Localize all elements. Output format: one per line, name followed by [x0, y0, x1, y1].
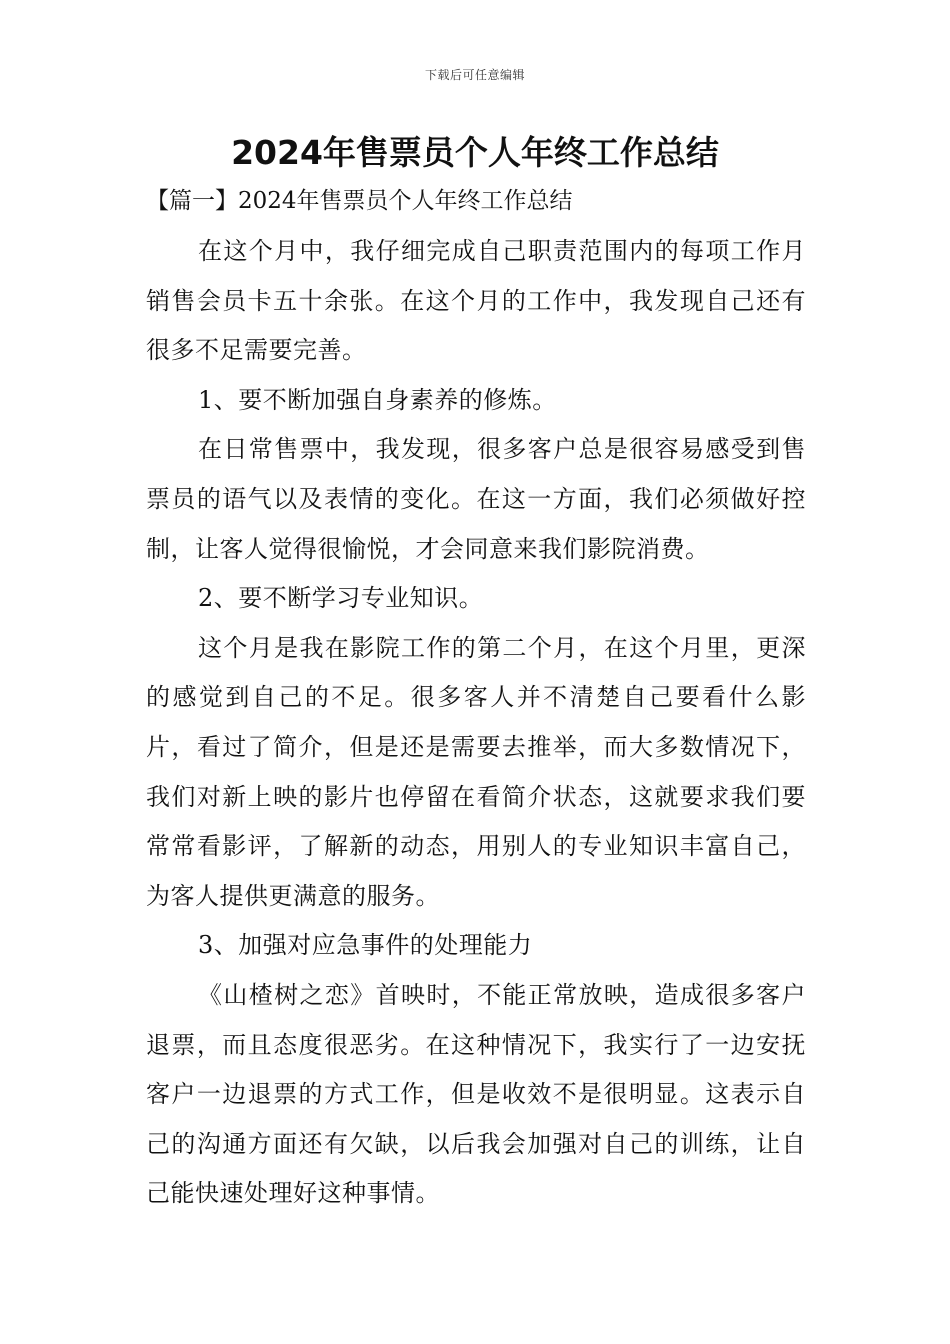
paragraph-intro: 在这个月中，我仔细完成自己职责范围内的每项工作月销售会员卡五十余张。在这个月的工作中，我发现自己还有很多不足需要完善。	[146, 237, 806, 365]
paragraph-point-1: 1、要不断加强自身素养的修炼。	[198, 385, 557, 414]
section-heading: 【篇一】2024年售票员个人年终工作总结	[146, 188, 573, 214]
paragraph-point-3: 3、加强对应急事件的处理能力	[198, 931, 533, 960]
paragraph-point-2: 2、要不断学习专业知识。	[198, 584, 484, 613]
header-note: 下载后可任意编辑	[424, 68, 525, 82]
paragraph-point-3-detail: 《山楂树之恋》首映时，不能正常放映，造成很多客户退票，而且态度很恶劣。在这种情况下，我实行了一边安抚客户一边退票的方式工作，但是收效不是很明显。这表示自己的沟通方面还有欠缺，以后我会加强对自己的训练，让自己能快速处理好这种事情。	[146, 980, 806, 1208]
paragraph-point-2-detail: 这个月是我在影院工作的第二个月，在这个月里，更深的感觉到自己的不足。很多客人并不清楚自己要看什么影片，看过了简介，但是还是需要去推举，而大多数情况下，我们对新上映的影片也停留在看简介状态，这就要求我们要常常看影评，了解新的动态，用别人的专业知识丰富自己，为客人提供更满意的服务。	[146, 633, 806, 910]
document-title: 2024年售票员个人年终工作总结	[231, 133, 719, 172]
document-body	[146, 227, 806, 1219]
paragraph-point-1-detail: 在日常售票中，我发现，很多客户总是很容易感受到售票员的语气以及表情的变化。在这一方面，我们必须做好控制，让客人觉得很愉悦，才会同意来我们影院消费。	[146, 435, 806, 563]
